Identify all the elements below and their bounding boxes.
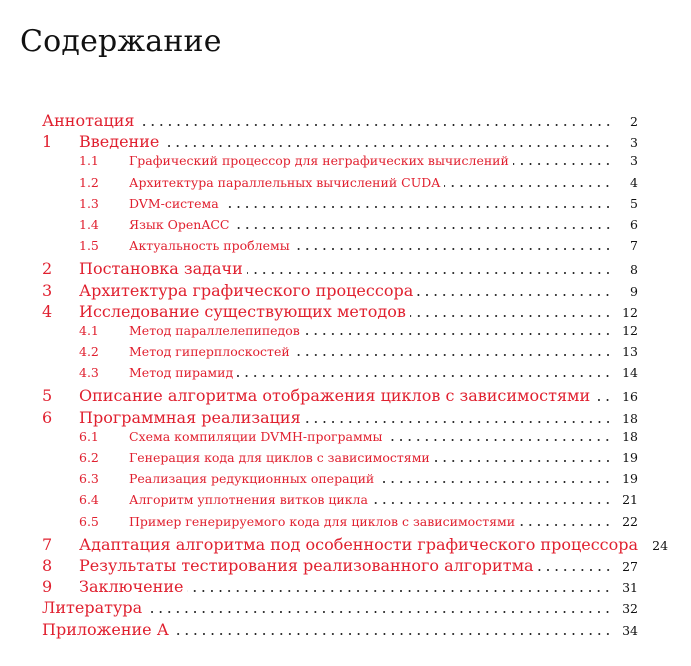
toc-entry[interactable] [42,429,638,450]
dot-leader [234,227,612,229]
toc-entry-number: 6.5 [79,513,99,529]
toc-entry-number: 1.1 [79,153,99,169]
toc-entry-page: 31 [622,580,638,596]
page-title: Содержание [20,24,222,59]
toc-entry-page: 3 [630,135,638,151]
toc-entry-page: 24 [652,537,669,553]
toc-entry-title[interactable]: Приложение А [42,619,169,639]
dot-leader [444,185,612,187]
dot-leader [173,633,612,635]
toc-entry-number: 6.2 [79,450,99,465]
toc-entry-page: 6 [630,216,638,232]
toc-entry-title[interactable]: Аннотация [42,111,135,130]
toc-entry[interactable] [42,365,638,386]
table-of-contents [42,111,669,641]
toc-entry[interactable] [42,344,638,365]
toc-entry-page: 18 [622,428,638,444]
toc-entry-number: 5 [42,386,53,406]
toc-entry-title[interactable]: Метод параллелепипедов [129,322,300,338]
toc-entry-page: 12 [622,304,638,320]
toc-entry-page: 22 [622,513,638,529]
toc-entry-page: 2 [630,114,638,129]
toc-entry-page: 9 [630,283,638,299]
dot-leader [386,439,612,441]
toc-entry[interactable] [42,111,638,132]
toc-entry-page: 27 [622,558,638,574]
toc-entry-number: 2 [42,259,53,279]
toc-entry-title[interactable]: Литература [42,598,143,618]
toc-entry-title[interactable]: Программная реализация [79,407,301,427]
toc-entry-number: 1.3 [79,195,99,211]
toc-entry-number: 7 [42,534,53,554]
toc-entry-page: 8 [630,262,638,278]
toc-entry-number: 4.1 [79,322,99,338]
dot-leader [378,481,612,483]
toc-entry-number: 4.3 [79,365,99,381]
toc-entry[interactable] [42,153,638,174]
toc-entry-title[interactable]: Заключение [79,577,184,597]
toc-entry-title[interactable]: Алгоритм уплотнения витков цикла [129,492,368,508]
toc-entry[interactable] [42,175,638,196]
toc-entry-title[interactable]: Реализация редукционных операций [129,471,375,487]
dot-leader [294,354,612,356]
toc-entry[interactable] [42,323,638,344]
toc-entry-page: 19 [622,450,638,465]
toc-entry[interactable] [42,450,638,471]
toc-entry-page: 12 [622,322,638,338]
dot-leader [139,124,612,126]
toc-entry[interactable] [42,386,638,407]
toc-entry-page: 16 [622,389,638,405]
dot-leader [146,611,612,613]
toc-entry[interactable] [42,408,638,429]
toc-entry-title[interactable]: Описание алгоритма отображения циклов с зависимостями [79,386,591,406]
dot-leader [247,272,612,274]
toc-entry-number: 6.3 [79,471,99,487]
toc-entry-number: 1 [42,132,53,152]
toc-entry-title[interactable]: Постановка задачи [79,259,243,279]
dot-leader [372,502,612,504]
toc-entry-title[interactable]: Введение [79,132,160,152]
toc-entry-number: 8 [42,555,53,575]
toc-entry-number: 3 [42,280,53,300]
toc-entry-title[interactable]: Исследование существующих методов [79,301,406,321]
toc-entry-page: 13 [622,344,638,360]
dot-leader [417,294,612,296]
toc-entry-title[interactable]: Метод гиперплоскостей [129,344,290,360]
toc-entry-page: 32 [622,601,638,617]
toc-entry-page: 14 [622,365,638,381]
toc-entry[interactable] [42,132,638,153]
toc-entry[interactable] [42,514,638,535]
dot-leader [237,375,612,377]
dot-leader [434,460,612,462]
toc-entry-number: 1.5 [79,238,99,254]
toc-entry-title[interactable]: Пример генерируемого кода для циклов с зависимостями [129,513,516,529]
toc-entry[interactable] [42,598,638,619]
dot-leader [163,145,612,147]
toc-entry[interactable] [42,281,638,302]
toc-entry-page: 4 [630,174,638,190]
toc-entry-title[interactable]: Схема компиляции DVMH-программы [129,428,383,444]
toc-entry[interactable] [42,302,638,323]
dot-leader [519,524,612,526]
toc-entry-number: 6.4 [79,492,99,508]
toc-entry-number: 6 [42,407,53,427]
toc-entry[interactable] [42,196,638,217]
toc-entry-title[interactable]: Метод пирамид [129,365,234,381]
toc-entry[interactable] [42,217,638,238]
toc-entry[interactable] [42,238,638,259]
toc-entry[interactable] [42,259,638,280]
toc-entry-title[interactable]: Актуальность проблемы [129,238,290,254]
toc-entry-page: 5 [630,195,638,211]
toc-entry-page: 19 [622,471,638,487]
dot-leader [538,569,612,571]
dot-leader [187,590,612,592]
toc-entry[interactable] [42,534,669,556]
toc-entry-number: 1.4 [79,216,99,232]
toc-entry-number: 4 [42,301,53,321]
toc-entry[interactable] [42,556,638,577]
toc-entry-page: 18 [622,410,638,426]
toc-entry-number: 1.2 [79,174,99,190]
dot-leader [223,206,612,208]
toc-entry-title[interactable]: Генерация кода для циклов с зависимостями [129,450,430,465]
toc-entry-page: 3 [630,153,638,169]
toc-entry[interactable] [42,471,638,492]
dot-leader [304,333,612,335]
toc-entry-number: 4.2 [79,344,99,360]
toc-entry-title[interactable]: Архитектура графического процессора [79,280,414,300]
toc-entry[interactable] [42,620,638,641]
toc-entry[interactable] [42,492,638,513]
toc-entry[interactable] [42,577,638,598]
toc-entry-title[interactable]: Графический процессор для неграфических вычислений [129,153,509,169]
toc-entry-page: 7 [630,238,638,254]
toc-entry-page: 34 [622,622,638,638]
toc-entry-page: 21 [622,492,638,508]
dot-leader [513,163,612,165]
dot-leader [294,248,612,250]
dot-leader [410,315,612,317]
dot-leader [305,421,612,423]
dot-leader [594,399,612,401]
toc-entry-title[interactable]: Архитектура параллельных вычислений CUDA [129,174,441,190]
toc-entry-number: 6.1 [79,428,99,444]
toc-entry-title[interactable]: DVM-система [129,195,219,211]
toc-entry-title[interactable]: Адаптация алгоритма под особенности графического процессора [79,534,639,554]
toc-entry-title[interactable]: Результаты тестирования реализованного алгоритма [79,555,534,575]
toc-entry-number: 9 [42,577,53,597]
toc-entry-title[interactable]: Язык OpenACC [129,216,230,232]
